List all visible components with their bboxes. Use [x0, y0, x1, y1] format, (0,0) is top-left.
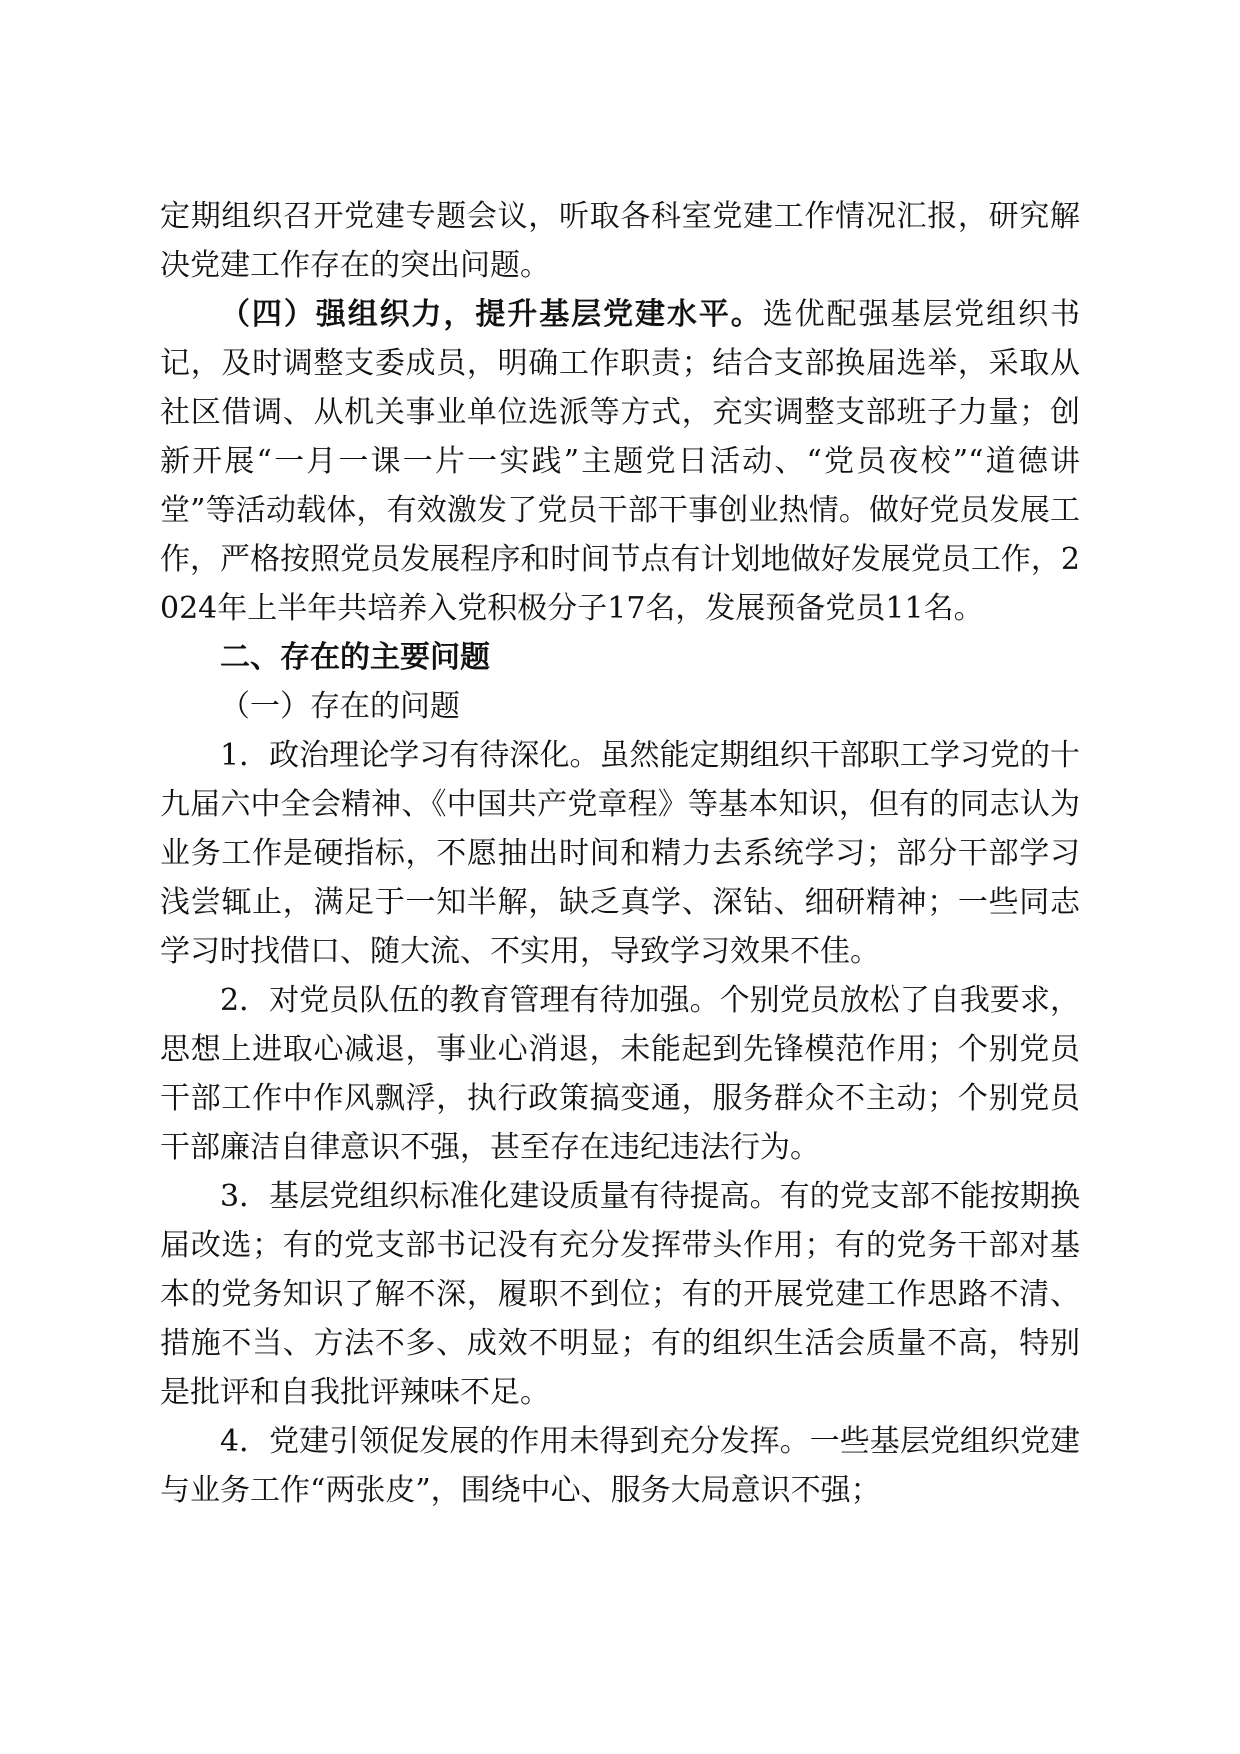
section-4-lead: （四）强组织力，提升基层党建水平。 [220, 297, 763, 332]
subheading-existing-problems: （一）存在的问题 [220, 689, 460, 724]
document-page [160, 192, 1080, 1515]
list-item-problem-3: 3．基层党组织标准化建设质量有待提高。有的党支部不能按期换届改选；有的党支部书记没有充分发挥带头作用；有的党务干部对基本的党务知识了解不深，履职不到位；有的开展党建工作思路不清、措施不当、方法不多、成效不明显；有的组织生活会质量不高，特别是批评和自我批评辣味不足。 [160, 1179, 1080, 1410]
list-item-problem-4: 4．党建引领促发展的作用未得到充分发挥。一些基层党组织党建与业务工作“两张皮”，围绕中心、服务大局意识不强； [160, 1424, 1080, 1508]
section-4-body: 选优配强基层党组织书记，及时调整支委成员，明确工作职责；结合支部换届选举，采取从社区借调、从机关事业单位选派等方式，充实调整支部班子力量；创新开展“一月一课一片一实践”主题党日活动、“党员夜校”“道德讲堂”等活动载体，有效激发了党员干部干事创业热情。做好党员发展工作，严格按照党员发展程序和时间节点有计划地做好发展党员工作，2024年上半年共培养入党积极分子17名，发展预备党员11名。 [160, 297, 1081, 626]
list-item-problem-1: 1．政治理论学习有待深化。虽然能定期组织干部职工学习党的十九届六中全会精神、《中国共产党章程》等基本知识，但有的同志认为业务工作是硬指标，不愿抽出时间和精力去系统学习；部分干部学习浅尝辄止，满足于一知半解，缺乏真学、深钻、细研精神；一些同志学习时找借口、随大流、不实用，导致学习效果不佳。 [160, 738, 1080, 969]
list-item-problem-2: 2．对党员队伍的教育管理有待加强。个别党员放松了自我要求，思想上进取心减退，事业心消退，未能起到先锋模范作用；个别党员干部工作中作风飘浮，执行政策搞变通，服务群众不主动；个别党员干部廉洁自律意识不强，甚至存在违纪违法行为。 [160, 983, 1080, 1165]
heading-main-problems: 二、存在的主要问题 [220, 640, 490, 675]
paragraph-continuation: 定期组织召开党建专题会议，听取各科室党建工作情况汇报，研究解决党建工作存在的突出问题。 [160, 199, 1080, 283]
paragraph-section-4 [160, 290, 1080, 633]
